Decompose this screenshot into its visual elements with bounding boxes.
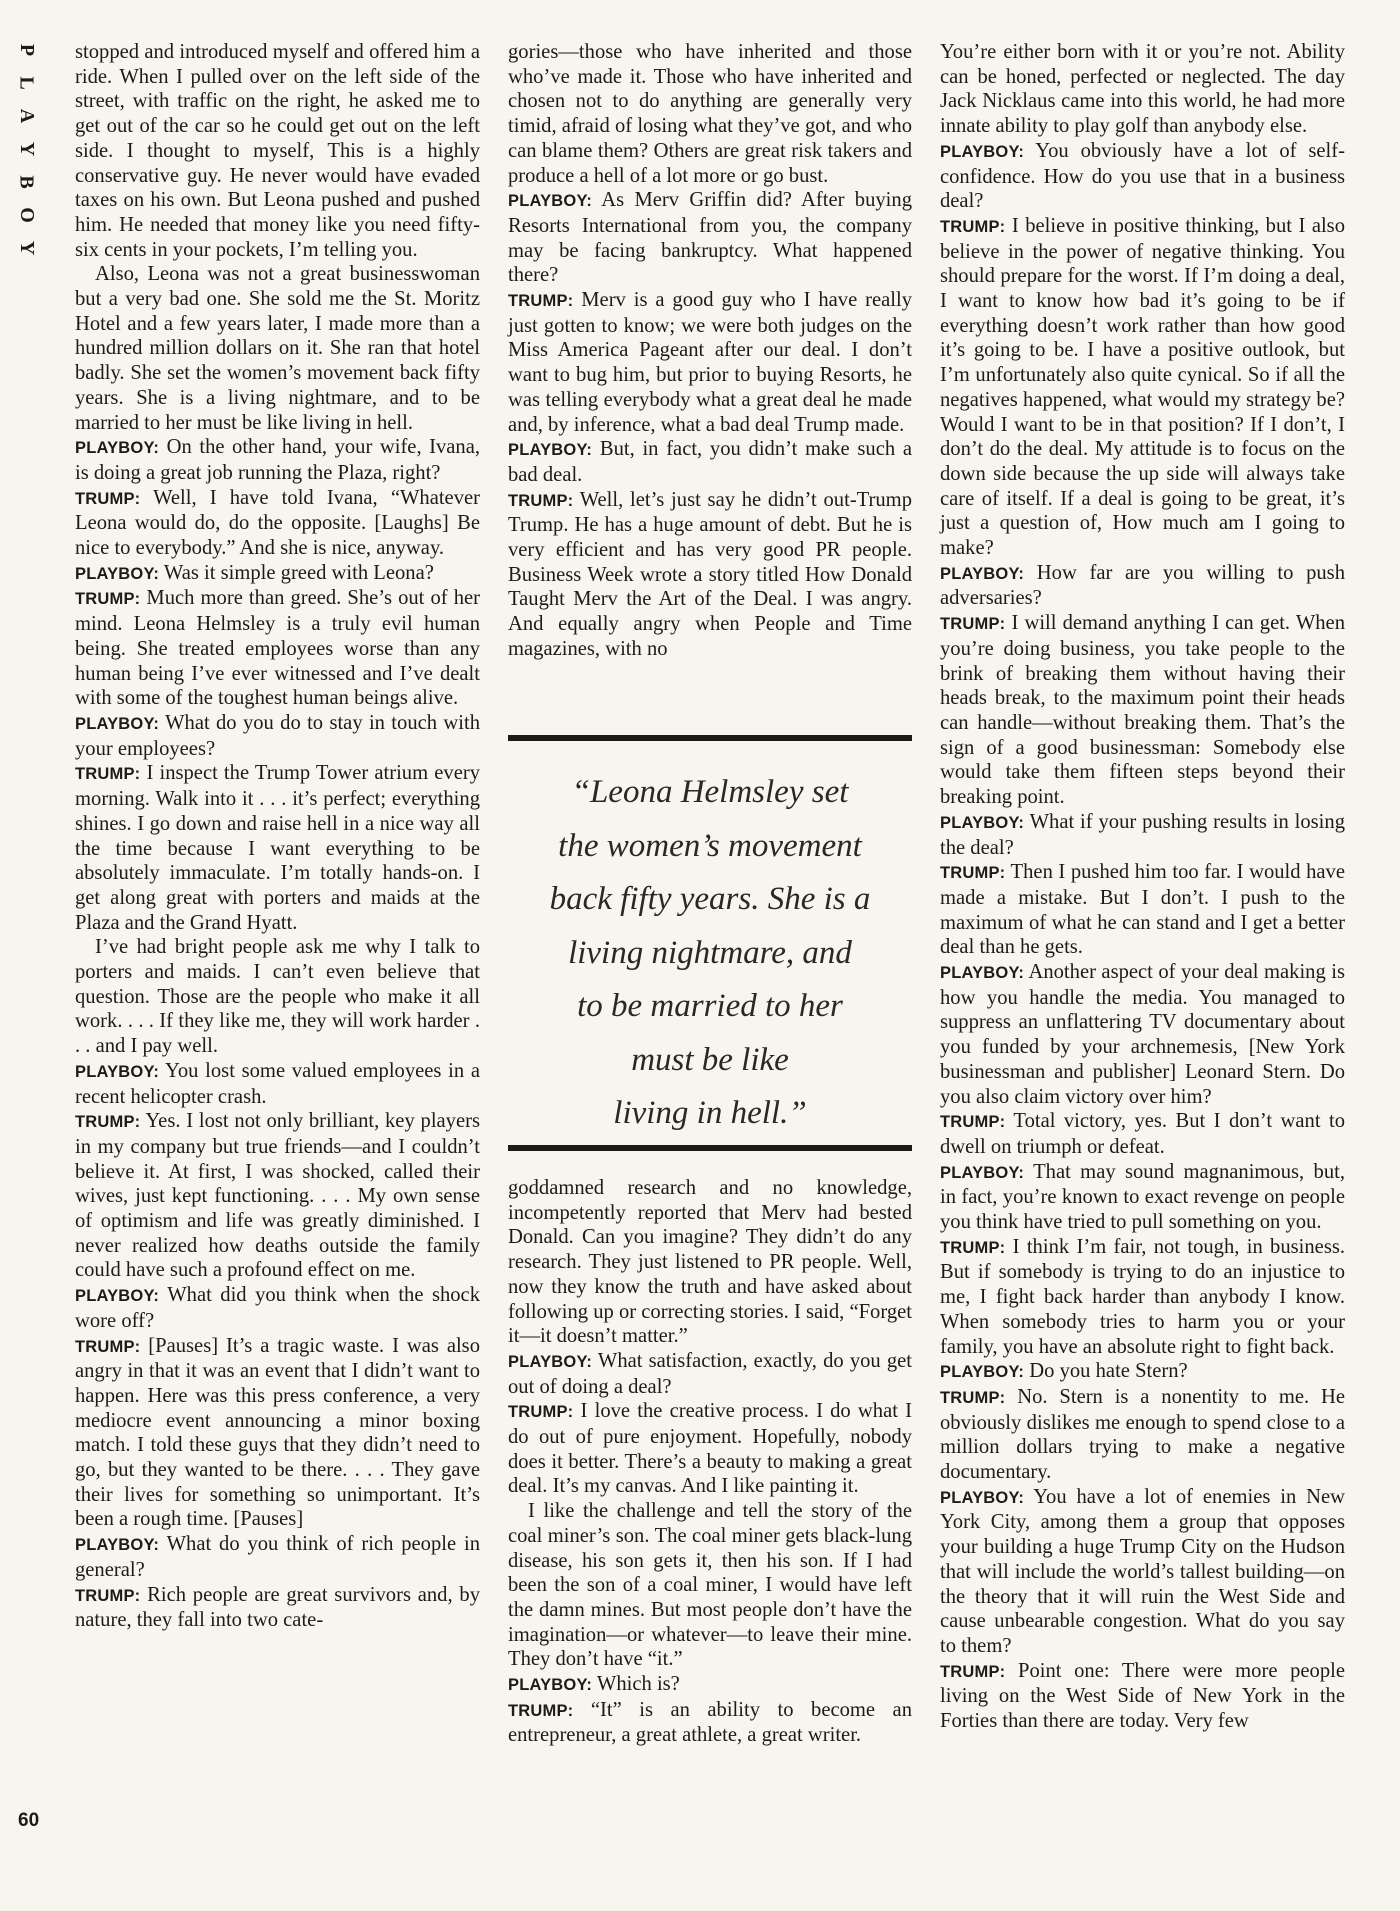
paragraph: [508, 437, 912, 487]
paragraph-text: You lost some valued employees in a recent helicopter crash.: [75, 1059, 480, 1108]
paragraph: [940, 1235, 1345, 1360]
paragraph: [940, 1659, 1345, 1734]
paragraph-text: You obviously have a lot of self-confidence. How do you use that in a business deal?: [940, 139, 1345, 213]
speaker-label: PLAYBOY:: [75, 439, 160, 458]
speaker-label: PLAYBOY:: [940, 1163, 1025, 1182]
paragraph: [75, 40, 480, 262]
magazine-name-vertical: [12, 40, 42, 258]
paragraph-text: But, in fact, you didn’t make such a bad deal.: [508, 438, 912, 486]
speaker-label: PLAYBOY:: [940, 964, 1025, 983]
speaker-label: TRUMP:: [508, 1403, 574, 1422]
paragraph: [940, 40, 1345, 139]
pull-quote-line: back fifty years. She is a: [549, 881, 871, 917]
pull-quote-line: living nightmare, and: [568, 934, 852, 971]
paragraph-text: I think I’m fair, not tough, in business. But if somebody is trying to do an injustice to me, I fight back harder than anybody I know. When somebody tries to harm you or your family, you have an absolute right to fight back.: [940, 1235, 1345, 1358]
speaker-label: TRUMP:: [508, 292, 574, 311]
speaker-label: TRUMP:: [940, 615, 1006, 634]
text-column-2-bottom: [508, 1176, 912, 1748]
paragraph-text: Merv is a good guy who I have really just gotten to know; we were both judges on the Miss America Pageant after our deal. I don’t want to bug him, but prior to buying Resorts, he was telling everybody what a great deal he made and, by inference, what a bad deal Trump made.: [508, 289, 912, 436]
paragraph: [940, 1160, 1345, 1235]
speaker-label: TRUMP:: [940, 1662, 1006, 1681]
paragraph-text: What did you think when the shock wore off?: [75, 1284, 480, 1332]
speaker-label: TRUMP:: [940, 1238, 1006, 1257]
paragraph: [508, 1698, 912, 1748]
magazine-letter: P: [16, 43, 38, 57]
paragraph-text: goddamned research and no knowledge, incompetently reported that Merv had bested Donald. Can you imagine? They didn’t do any research. They just listened to PR people. Well, now they know the truth and have asked about following up or correcting stories. I said, “Forget it—it doesn’t matter.”: [508, 1177, 912, 1348]
paragraph: [940, 1359, 1345, 1385]
paragraph: [75, 1283, 480, 1333]
paragraph-text: Then I pushed him too far. I would have made a mistake. But I don’t. I push to the maximum of what he can stand and I get a better deal than he gets.: [940, 861, 1345, 959]
paragraph: [75, 711, 480, 761]
speaker-label: TRUMP:: [940, 1113, 1006, 1132]
speaker-label: PLAYBOY:: [940, 813, 1025, 832]
paragraph: [940, 611, 1345, 810]
speaker-label: PLAYBOY:: [75, 564, 160, 583]
speaker-label: PLAYBOY:: [508, 1352, 593, 1371]
paragraph: [75, 761, 480, 935]
speaker-label: TRUMP:: [75, 590, 141, 609]
speaker-label: PLAYBOY:: [508, 192, 593, 211]
speaker-label: TRUMP:: [75, 1586, 141, 1605]
paragraph-text: What if your pushing results in losing the deal?: [940, 810, 1345, 859]
pull-quote-line: living in hell.”: [613, 1095, 807, 1131]
speaker-label: PLAYBOY:: [75, 714, 160, 733]
paragraph-text: What do you do to stay in touch with your employees?: [75, 711, 480, 760]
paragraph: [508, 288, 912, 437]
paragraph-text: Well, let’s just say he didn’t out-Trump Trump. He has a huge amount of debt. But he is very efficient and has very good PR people. Business Week wrote a story titled How Donald Taught Merv the Art of the Deal. I was angry. And equally angry when People and Time magazines, with no: [508, 488, 912, 660]
speaker-label: TRUMP:: [75, 489, 141, 508]
pull-quote-line: to be married to her: [577, 988, 843, 1024]
paragraph: [940, 561, 1345, 611]
paragraph: [508, 1672, 912, 1698]
paragraph: [940, 214, 1345, 561]
paragraph: [940, 810, 1345, 860]
paragraph: [75, 1334, 480, 1533]
paragraph-text: You have a lot of enemies in New York City, among them a group that opposes your building a huge Trump City on the Hudson that will include the world’s tallest building—on the theory that it will ruin the West Side and cause unbearable congestion. What do you say to them?: [940, 1485, 1345, 1657]
paragraph: [940, 960, 1345, 1109]
paragraph-text: Which is?: [592, 1673, 680, 1696]
paragraph-text: What satisfaction, exactly, do you get out of doing a deal?: [508, 1349, 912, 1398]
paragraph-text: I’ve had bright people ask me why I talk to porters and maids. I can’t even believe that question. Those are the people who make it all work. . . . If they like me, they will work harder . . . and I pay well.: [75, 936, 480, 1058]
pull-quote-line: the women’s movement: [558, 827, 862, 864]
paragraph-text: gories—those who have inherited and those who’ve made it. Those who have inherited and chosen not to do anything are generally very timid, afraid of losing what they’ve got, and who can blame them? Others are great risk takers and produce a hell of a lot more or go bust.: [508, 41, 912, 187]
paragraph-text: Well, I have told Ivana, “Whatever Leona would do, do the opposite. [Laughs] Be nice to everybody.” And she is nice, anyway.: [75, 486, 480, 560]
paragraph-text: As Merv Griffin did? After buying Resorts International from you, the company may be facing bankruptcy. What happened there?: [508, 189, 912, 287]
pull-quote-top-rule: [508, 735, 912, 741]
paragraph: [75, 935, 480, 1059]
paragraph-text: On the other hand, your wife, Ivana, is doing a great job running the Plaza, right?: [75, 436, 480, 484]
paragraph: [75, 486, 480, 561]
magazine-letter: Y: [15, 141, 38, 157]
speaker-label: TRUMP:: [940, 217, 1006, 236]
speaker-label: PLAYBOY:: [940, 1363, 1025, 1382]
paragraph-text: I inspect the Trump Tower atrium every morning. Walk into it . . . it’s perfect; everything shines. I go down and raise hell in a nice way all the time because I want everything to be absolutely immaculate. I’m totally hands-on. I get along great with porters and maids at the Plaza and the Grand Hyatt.: [75, 762, 480, 934]
paragraph-text: What do you think of rich people in general?: [75, 1533, 480, 1581]
speaker-label: TRUMP:: [940, 1388, 1006, 1407]
paragraph: [940, 1385, 1345, 1485]
speaker-label: PLAYBOY:: [75, 1287, 160, 1306]
speaker-label: PLAYBOY:: [75, 1536, 160, 1555]
paragraph: [508, 188, 912, 288]
paragraph: [75, 586, 480, 711]
speaker-label: TRUMP:: [75, 1113, 141, 1132]
paragraph: [75, 1583, 480, 1633]
paragraph: [940, 139, 1345, 214]
paragraph: [75, 1532, 480, 1582]
paragraph-text: Point one: There were more people living on the West Side of New York in the Forties than there are today. Very few: [940, 1659, 1345, 1733]
paragraph-text: stopped and introduced myself and offered him a ride. When I pulled over on the left side of the street, with traffic on the right, he asked me to get out of the car so he could get out on the left side. I thought to myself, This is a highly conservative guy. He never would have evaded taxes on his own. But Leona pushed and pushed him. He needed that money like you need fifty-six cents in your pockets, I’m telling you.: [75, 41, 480, 261]
paragraph-text: How far are you willing to push adversaries?: [940, 561, 1345, 610]
paragraph-text: Much more than greed. She’s out of her mind. Leona Helmsley is a truly evil human being. She treated employees worse than any human being I’ve ever witnessed and I’ve dealt with some of the toughest human beings alive.: [75, 587, 480, 710]
speaker-label: TRUMP:: [508, 491, 574, 510]
speaker-label: PLAYBOY:: [508, 1676, 593, 1695]
paragraph-text: Yes. I lost not only brilliant, key players in my company but true friends—and I couldn’t believe it. At first, I was shocked, called their wives, just kept functioning. . . . My own sense of optimism and life was greatly diminished. I never realized how deaths outside the family could have such a profound effect on me.: [75, 1110, 480, 1282]
paragraph-text: [Pauses] It’s a tragic waste. I was also angry in that it was an event that I didn’t want to happen. Here was this press conference, a very mediocre event announcing a minor boxing match. I told these guys that they didn’t need to go, but they wanted to be there. . . . They gave their lives for something so unimportant. It’s been a rough time. [Pauses]: [75, 1334, 480, 1531]
magazine-letter: B: [16, 175, 38, 189]
paragraph: [940, 1109, 1345, 1159]
paragraph-text: I like the challenge and tell the story of the coal miner’s son. The coal miner gets black-lung disease, his son gets it, then his son. If I had been the son of a coal miner, I would have left the damn mines. But most people don’t have the imagination—or whatever—to leave their mine. They don’t have “it.”: [508, 1500, 912, 1671]
speaker-label: PLAYBOY:: [940, 1488, 1025, 1507]
paragraph-text: Another aspect of your deal making is how you handle the media. You managed to suppress an unflattering TV documentary about you funded by your archnemesis, [New York businessman and publisher] Leonard Stern. Do you also claim victory over him?: [940, 961, 1345, 1108]
paragraph-text: That may sound magnanimous, but, in fact, you’re known to exact revenge on people you think have tried to pull something on you.: [940, 1160, 1345, 1234]
speaker-label: TRUMP:: [75, 765, 141, 784]
paragraph: [508, 1499, 912, 1672]
speaker-label: TRUMP:: [75, 1337, 141, 1356]
paragraph: [75, 1059, 480, 1109]
magazine-letter: Y: [15, 240, 38, 256]
page-number: 60: [18, 1810, 40, 1831]
magazine-letter: O: [16, 207, 38, 223]
paragraph-text: Also, Leona was not a great businesswoman but a very bad one. She sold me the St. Moritz Hotel and a few years later, I made more than a hundred million dollars on it. She ran that hotel badly. She set the women’s movement back fifty years. She is a living nightmare, and to be married to her must be like living in hell.: [75, 263, 480, 434]
paragraph-text: No. Stern is a nonentity to me. He obviously dislikes me enough to spend close to a million dollars trying to make a negative documentary.: [940, 1385, 1345, 1484]
paragraph: [75, 435, 480, 485]
magazine-letter: A: [15, 108, 38, 124]
text-column-3: [940, 40, 1345, 1734]
paragraph: [508, 1399, 912, 1499]
speaker-label: PLAYBOY:: [508, 441, 593, 460]
paragraph-text: “It” is an ability to become an entrepreneur, a great athlete, a great writer.: [508, 1698, 912, 1747]
paragraph-text: Total victory, yes. But I don’t want to dwell on triumph or defeat.: [940, 1110, 1345, 1158]
paragraph-text: I love the creative process. I do what I do out of pure enjoyment. Hopefully, nobody does it better. There’s a beauty to making a great deal. It’s my canvas. And I like painting it.: [508, 1400, 912, 1498]
pull-quote-line: “Leona Helmsley set: [571, 774, 849, 810]
paragraph: [940, 1485, 1345, 1659]
paragraph-text: Rich people are great survivors and, by nature, they fall into two cate-: [75, 1583, 480, 1632]
pull-quote-line: must be like: [631, 1041, 789, 1078]
pull-quote: [508, 766, 912, 1141]
speaker-label: TRUMP:: [940, 864, 1006, 883]
paragraph: [940, 860, 1345, 960]
paragraph: [508, 40, 912, 188]
pull-quote-bottom-rule: [508, 1145, 912, 1151]
speaker-label: TRUMP:: [508, 1701, 574, 1720]
speaker-label: PLAYBOY:: [940, 142, 1025, 161]
text-column-2-top: [508, 40, 912, 662]
paragraph: [75, 561, 480, 587]
paragraph-text: You’re either born with it or you’re not. Ability can be honed, perfected or neglected. The day Jack Nicklaus came into this world, he had more innate ability to play golf than anybody else.: [940, 41, 1345, 138]
paragraph: [508, 1349, 912, 1399]
paragraph: [75, 1109, 480, 1283]
speaker-label: PLAYBOY:: [940, 564, 1025, 583]
paragraph-text: Was it simple greed with Leona?: [159, 561, 434, 584]
paragraph: [75, 262, 480, 435]
magazine-letter: L: [16, 76, 38, 90]
paragraph-text: I will demand anything I can get. When you’re doing business, you take people to the brink of breaking them without having their heads break, to the maximum point their heads can handle—without breaking them. That’s the sign of a good businessman: Somebody else would take them fifteen steps beyond their breaking point.: [940, 612, 1345, 809]
paragraph: [508, 488, 912, 662]
paragraph-text: I believe in positive thinking, but I also believe in the power of negative thinking. You should prepare for the worst. If I’m doing a deal, I want to know how bad it’s going to be if everything doesn’t work rather than how good it’s going to be. I have a positive outlook, but I’m unfortunately also quite cynical. So if all the negatives happened, what would my strategy be? Would I want to be in that position? If I don’t, I don’t do the deal. My attitude is to focus on the down side because the up side will always take care of itself. If a deal is going to be great, it’s just a question of, How much am I going to make?: [940, 214, 1345, 560]
speaker-label: PLAYBOY:: [75, 1062, 160, 1081]
text-column-1: [75, 40, 480, 1633]
paragraph-text: Do you hate Stern?: [1024, 1360, 1188, 1383]
paragraph: [508, 1176, 912, 1349]
